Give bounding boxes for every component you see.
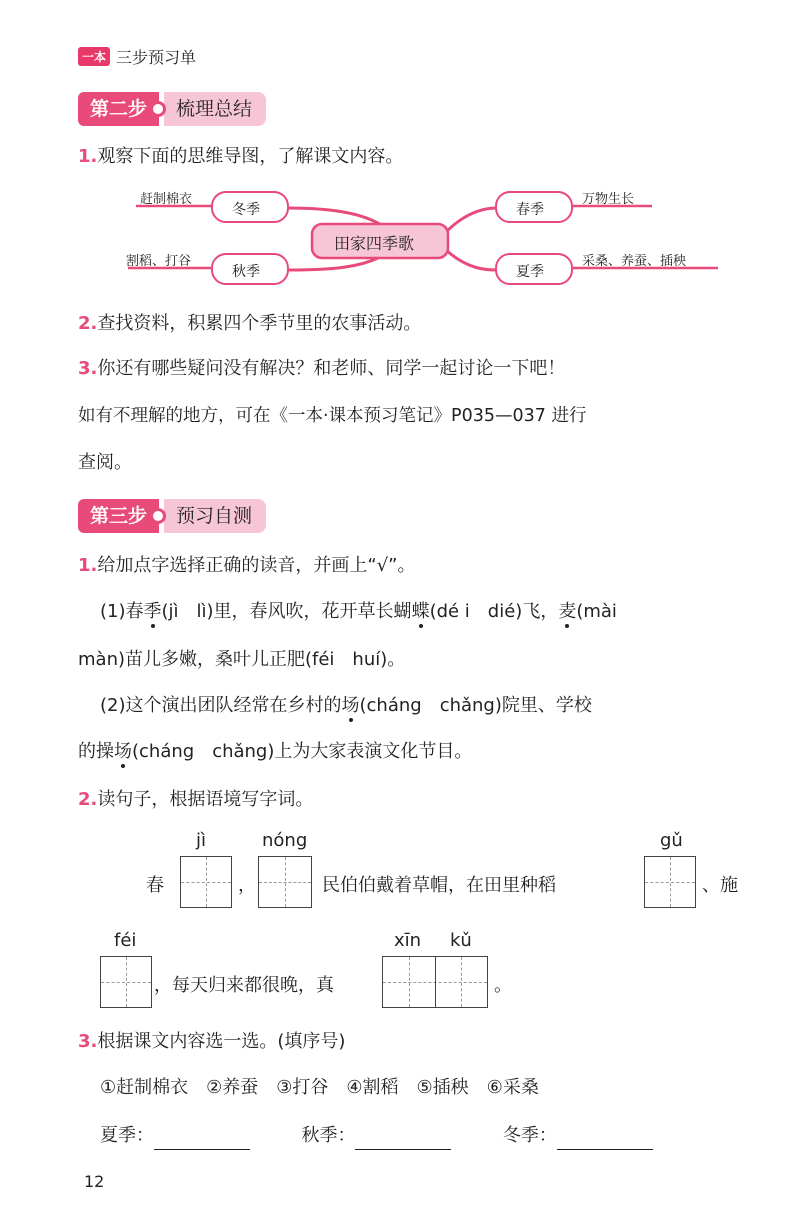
dotted-char: 蝶 bbox=[411, 601, 430, 622]
autumn-label: 秋季： bbox=[301, 1125, 356, 1146]
note-line-2: 查阅。 bbox=[78, 452, 132, 473]
writing-box-ji[interactable] bbox=[180, 856, 232, 908]
writing-box-gu[interactable] bbox=[644, 856, 696, 908]
question-number: 2. bbox=[78, 313, 98, 334]
blank-line-1-text-b: ， bbox=[238, 875, 256, 896]
question-number: 2. bbox=[78, 789, 98, 810]
question-text: 给加点字选择正确的读音，并画上“√”。 bbox=[97, 555, 416, 576]
pinyin-gu: gǔ bbox=[660, 830, 683, 851]
dotted-char: 场 bbox=[341, 695, 360, 716]
blank-line-1-text-a: 春 bbox=[146, 875, 164, 896]
mind-map bbox=[128, 180, 728, 292]
summer-answer-blank[interactable] bbox=[154, 1129, 250, 1150]
question-number: 1. bbox=[78, 555, 98, 576]
writing-box-nong[interactable] bbox=[258, 856, 312, 908]
winter-label: 冬季： bbox=[502, 1125, 557, 1146]
pinyin-fei: féi bbox=[114, 930, 137, 951]
question-text: 读句子，根据语境写字词。 bbox=[97, 789, 314, 810]
step2-question-1 bbox=[78, 143, 403, 171]
winter-answer-blank[interactable] bbox=[557, 1129, 653, 1150]
text-segment: (jì lì)里，春风吹，花开草长蝴 bbox=[161, 601, 412, 622]
page-number: 12 bbox=[84, 1172, 105, 1191]
step2-subtitle: 梳理总结 bbox=[164, 92, 266, 126]
question-text: 查找资料，积累四个季节里的农事活动。 bbox=[97, 313, 422, 334]
dotted-char: 季 bbox=[143, 601, 162, 622]
step3-title: 第三步 bbox=[78, 499, 159, 533]
pinyin-ji: jì bbox=[196, 830, 207, 851]
text-segment: (dé i dié)飞， bbox=[429, 601, 559, 622]
blank-line-2-text-a: ，每天归来都很晚，真 bbox=[154, 975, 334, 996]
answer-row bbox=[100, 1122, 653, 1150]
spring-label: 春季 bbox=[516, 202, 544, 218]
sentence-1-line-2: màn)苗儿多嫩，桑叶儿正肥(féi huí)。 bbox=[78, 649, 406, 670]
question-number: 1. bbox=[78, 146, 98, 167]
autumn-answer-blank[interactable] bbox=[355, 1129, 451, 1150]
center-label: 田家四季歌 bbox=[334, 234, 415, 253]
step2-question-3 bbox=[78, 355, 565, 383]
step2-dot bbox=[150, 101, 166, 117]
step3-subtitle: 预习自测 bbox=[164, 499, 266, 533]
winter-detail: 赶制棉衣 bbox=[140, 192, 193, 207]
dotted-char: 麦 bbox=[558, 601, 577, 622]
blank-line-1-text-d: 、施 bbox=[702, 875, 738, 896]
step2-title: 第二步 bbox=[78, 92, 159, 126]
summer-label: 夏季： bbox=[100, 1125, 154, 1146]
sentence-2-line-2 bbox=[78, 738, 472, 766]
writing-box-xinku[interactable] bbox=[382, 956, 488, 1008]
dotted-char: 场 bbox=[114, 741, 132, 762]
pinyin-nong: nóng bbox=[262, 830, 308, 851]
text-segment: (2)这个演出团队经常在乡村的 bbox=[100, 695, 342, 716]
question-text: 你还有哪些疑问没有解决？和老师、同学一起讨论一下吧！ bbox=[97, 358, 566, 379]
text-segment: (mài bbox=[576, 601, 617, 622]
step2-question-2 bbox=[78, 310, 421, 338]
pinyin-ku: kǔ bbox=[450, 930, 472, 951]
text-segment: (1)春 bbox=[100, 601, 144, 622]
pinyin-xin: xīn bbox=[394, 930, 422, 951]
text-segment: 的操 bbox=[78, 741, 114, 762]
step3-dot bbox=[150, 508, 166, 524]
question-number: 3. bbox=[78, 358, 98, 379]
note-line-1: 如有不理解的地方，可在《一本·课本预习笔记》P035—037 进行 bbox=[78, 406, 587, 426]
summer-label: 夏季 bbox=[516, 264, 544, 280]
blank-line-1-text-c: 民伯伯戴着草帽，在田里种稻 bbox=[322, 875, 556, 896]
summer-detail: 采桑、养蚕、插秧 bbox=[582, 254, 687, 269]
autumn-label: 秋季 bbox=[232, 264, 260, 280]
blank-line-2-text-b: 。 bbox=[494, 975, 512, 996]
writing-box-fei[interactable] bbox=[100, 956, 152, 1008]
autumn-detail: 割稻、打谷 bbox=[126, 254, 192, 269]
step3-question-3 bbox=[78, 1028, 345, 1056]
step3-banner bbox=[78, 499, 266, 533]
question-text: 观察下面的思维导图，了解课文内容。 bbox=[97, 146, 404, 167]
brand-badge: 一本 bbox=[78, 47, 110, 66]
options-list: ①赶制棉衣 ②养蚕 ③打谷 ④割稻 ⑤插秧 ⑥采桑 bbox=[100, 1077, 539, 1098]
question-text: 根据课文内容选一选。(填序号) bbox=[97, 1031, 346, 1052]
sentence-2-line-1 bbox=[100, 692, 592, 720]
text-segment: (cháng chǎng)院里、学校 bbox=[359, 695, 592, 716]
step2-banner bbox=[78, 92, 266, 126]
header-brand bbox=[78, 46, 196, 66]
mind-map-lines bbox=[128, 180, 728, 292]
sentence-1-line-1 bbox=[100, 598, 617, 626]
spring-detail: 万物生长 bbox=[582, 192, 635, 207]
step3-question-2 bbox=[78, 786, 313, 814]
text-segment: (cháng chǎng)上为大家表演文化节目。 bbox=[132, 741, 473, 762]
winter-label: 冬季 bbox=[232, 202, 260, 218]
question-number: 3. bbox=[78, 1031, 98, 1052]
brand-title: 三步预习单 bbox=[116, 47, 197, 67]
step3-question-1 bbox=[78, 552, 416, 580]
